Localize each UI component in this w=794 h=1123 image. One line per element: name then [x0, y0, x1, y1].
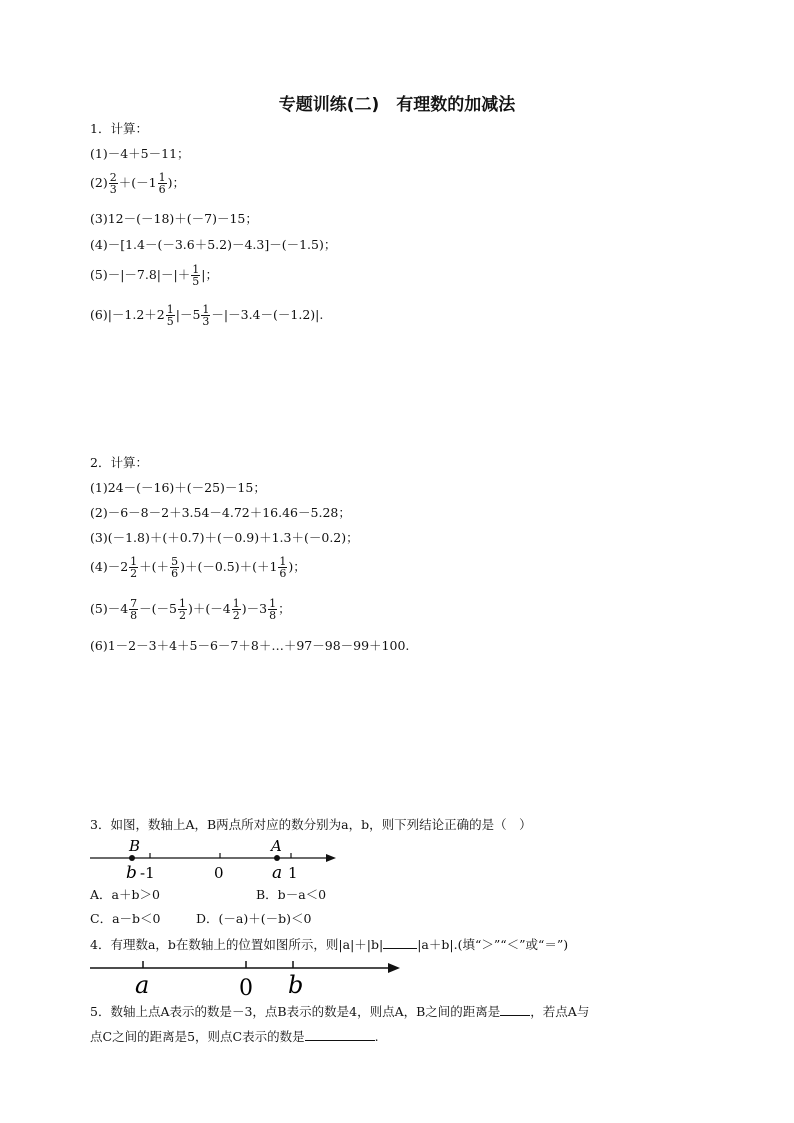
label-b: b	[126, 863, 137, 882]
q5-line-2: 点C之间的距离是5，则点C表示的数是 .	[90, 1029, 379, 1044]
q3-option-d: D．(－a)＋(－b)＜0	[196, 911, 312, 926]
fraction: $\frac{1}{6}$	[279, 555, 287, 580]
fraction: $\frac{1}{2}$	[130, 555, 138, 580]
answer-blank	[305, 1028, 375, 1041]
fraction: $\frac{7}{8}$	[130, 597, 138, 622]
q2-part-5: (5)－4 $\frac{7}{8}$ －(－5 $\frac{1}{2}$ )＋(－4 $\frac{1}{2}$ )－3 $\frac{1}{8}$ ；	[90, 597, 291, 622]
fraction: $\frac{1}{5}$	[192, 263, 200, 288]
fraction: $\frac{1}{2}$	[232, 597, 240, 622]
fraction: $\frac{1}{2}$	[179, 597, 187, 622]
q1-part-1: (1)－4＋5－11；	[90, 146, 190, 161]
q4-number-line	[88, 953, 408, 999]
label-B: B	[129, 837, 141, 855]
label-a: a	[272, 863, 283, 882]
label-neg1: -1	[140, 864, 155, 882]
q3-option-c: C．a－b＜0	[90, 911, 161, 926]
q2-part-2: (2)－6－8－2＋3.54－4.72＋16.46－5.28；	[90, 505, 351, 520]
q3-option-b: B．b－a＜0	[256, 887, 327, 902]
q3-option-a: A．a＋b＞0	[90, 887, 160, 902]
label-zero: 0	[239, 976, 253, 999]
q1-part-3: (3)12－(－18)＋(－7)－15；	[90, 211, 258, 226]
point-a-dot	[274, 855, 280, 861]
fraction: $\frac{1}{6}$	[158, 171, 166, 196]
label-b: b	[288, 971, 304, 999]
q5-line-1: 5．数轴上点A表示的数是－3，点B表示的数是4，则点A，B之间的距离是 ，若点A与	[90, 1004, 590, 1019]
q3-stem: 3．如图，数轴上A，B两点所对应的数分别为a，b，则下列结论正确的是（ ）	[90, 817, 532, 832]
arrow-head-icon	[326, 854, 336, 862]
q4-stem: 4．有理数a，b在数轴上的位置如图所示，则|a|＋|b| |a＋b|.(填“＞”“＜”或“＝”)	[90, 937, 569, 952]
q2-part-6: (6)1－2－3＋4＋5－6－7＋8＋…＋97－98－99＋100.	[90, 638, 410, 653]
label-one: 1	[288, 864, 298, 882]
page-title: 专题训练(二) 有理数的加减法	[278, 95, 516, 115]
q2-part-3: (3)(－1.8)＋(＋0.7)＋(－0.9)＋1.3＋(－0.2)；	[90, 530, 359, 545]
answer-blank	[383, 936, 417, 949]
q2-part-1: (1)24－(－16)＋(－25)－15；	[90, 480, 266, 495]
q1-part-4: (4)－[1.4－(－3.6＋5.2)－4.3]－(－1.5)；	[90, 237, 337, 252]
q1-heading: 1．计算：	[90, 121, 148, 136]
point-b-dot	[129, 855, 135, 861]
fraction: $\frac{1}{3}$	[202, 303, 210, 328]
label-a: a	[135, 971, 150, 999]
q1-part-6: (6)|－1.2＋2 $\frac{1}{5}$ |－5 $\frac{1}{3}$ －|－3.4－(－1.2)|.	[90, 303, 324, 328]
fraction: $\frac{1}{8}$	[269, 597, 277, 622]
q3-number-line	[88, 836, 348, 882]
q1-part-5: (5)－|－7.8|－|＋ $\frac{1}{5}$ |；	[90, 263, 218, 288]
fraction: $\frac{2}{3}$	[109, 171, 117, 196]
q1-part-2: (2) $\frac{2}{3}$ ＋(－1 $\frac{1}{6}$ )；	[90, 171, 185, 196]
arrow-head-icon	[388, 963, 400, 973]
q2-part-4: (4)－2 $\frac{1}{2}$ ＋(＋ $\frac{5}{6}$ )＋(－0.5)＋(＋1 $\frac{1}{6}$ )；	[90, 555, 306, 580]
label-A: A	[271, 837, 282, 855]
answer-blank	[500, 1003, 530, 1016]
fraction: $\frac{5}{6}$	[171, 555, 179, 580]
q2-heading: 2．计算：	[90, 455, 148, 470]
fraction: $\frac{1}{5}$	[166, 303, 174, 328]
label-zero: 0	[214, 864, 224, 882]
